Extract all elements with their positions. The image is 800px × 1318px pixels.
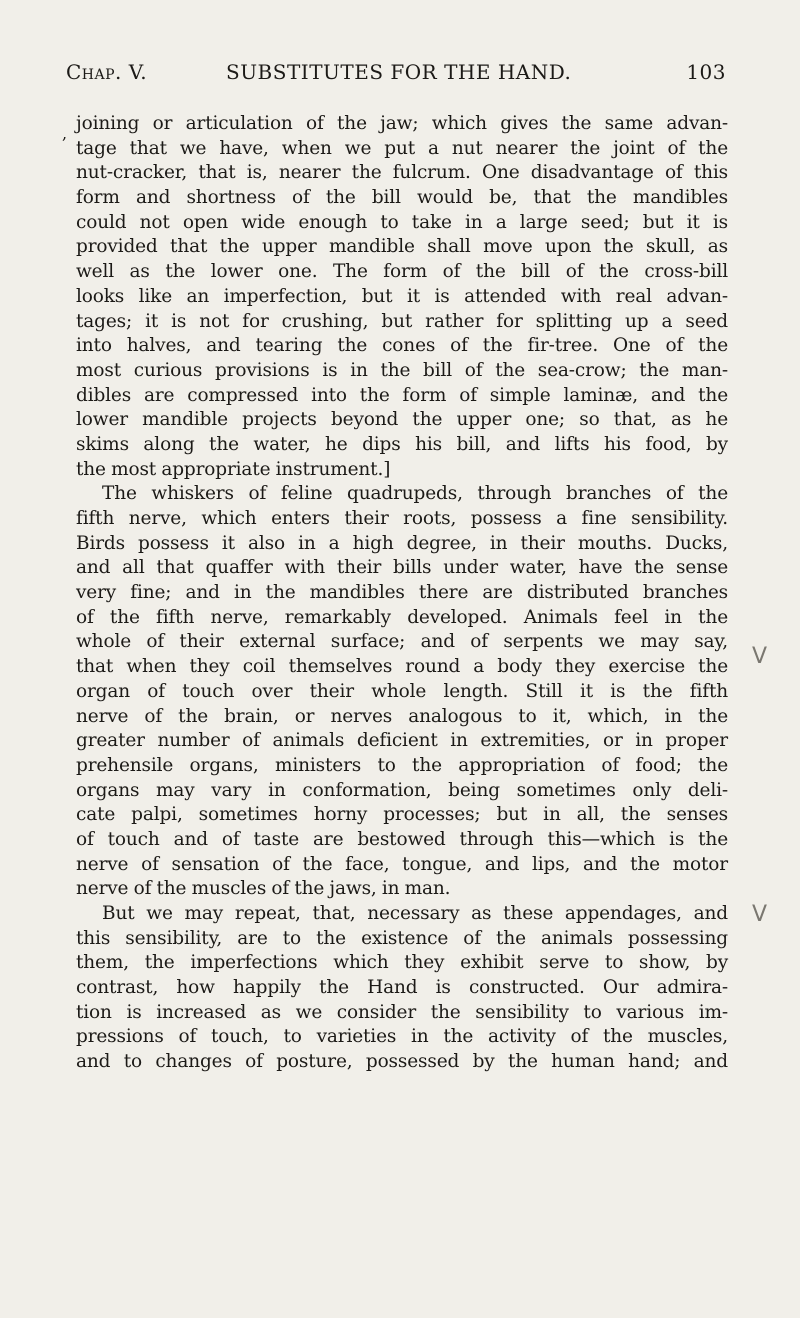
text-line: the most appropriate instrument.] <box>76 458 391 480</box>
text-line: of the fifth nerve, remarkably developed. Animals feel in the <box>76 606 728 628</box>
text-line: But we may repeat, that, necessary as these appendages, and <box>102 903 728 924</box>
text-line: could not open wide enough to take in a large seed; but it is <box>76 211 728 233</box>
text-line: pressions of touch, to varieties in the activity of the muscles, <box>76 1026 728 1048</box>
text-line: cate palpi, sometimes horny processes; but in all, the senses <box>76 804 728 826</box>
text-line: Birds possess it also in a high degree, in their mouths. Ducks, <box>76 532 728 554</box>
text-line: joining or articulation of the jaw; which gives the same advan- <box>76 113 728 134</box>
text-line: nerve of sensation of the face, tongue, and lips, and the motor <box>76 853 728 875</box>
text-line: into halves, and tearing the cones of the fir-tree. One of the <box>76 335 728 357</box>
text-line: most curious provisions is in the bill of the sea-crow; the man- <box>76 359 728 381</box>
text-line: form and shortness of the bill would be, that the mandibles <box>76 187 728 209</box>
text-line: well as the lower one. The form of the bill of the cross-bill <box>76 261 728 283</box>
text-line: nerve of the muscles of the jaws, in man. <box>76 878 451 900</box>
text-line: whole of their external surface; and of serpents we may say, <box>76 631 728 653</box>
text-line: The whiskers of feline quadrupeds, through branches of the <box>102 483 728 505</box>
body-text <box>76 112 728 1075</box>
text-line: provided that the upper mandible shall move upon the skull, as <box>76 236 728 258</box>
text-line: and to changes of posture, possessed by the human hand; and <box>76 1051 728 1073</box>
text-line: looks like an imperfection, but it is attended with real advan- <box>76 285 728 307</box>
text-line: of touch and of taste are bestowed through this—which is the <box>76 828 728 850</box>
text-line: organs may vary in conformation, being sometimes only deli- <box>76 779 728 801</box>
stray-mark: , <box>62 124 68 143</box>
text-line: very fine; and in the mandibles there are distributed branches <box>76 582 728 604</box>
margin-check-mark: V <box>752 902 768 927</box>
text-line: and all that quaffer with their bills under water, have the sense <box>76 557 728 579</box>
running-head <box>66 60 726 90</box>
text-line: contrast, how happily the Hand is constructed. Our admira- <box>76 977 728 999</box>
chapter-label: Chap. V. <box>66 60 148 84</box>
text-line: dibles are compressed into the form of simple laminæ, and the <box>76 384 728 406</box>
text-line: lower mandible projects beyond the upper one; so that, as he <box>76 409 728 431</box>
margin-check-mark: V <box>752 644 768 669</box>
page-number: 103 <box>686 60 726 84</box>
text-line: this sensibility, are to the existence of the animals possessing <box>76 927 728 949</box>
text-line: tages; it is not for crushing, but rather for splitting up a seed <box>76 310 728 332</box>
text-line: tion is increased as we consider the sensibility to various im- <box>76 1001 728 1023</box>
text-line: that when they coil themselves round a body they exercise the <box>76 656 728 678</box>
text-line: them, the imperfections which they exhibit serve to show, by <box>76 952 728 974</box>
text-line: tage that we have, when we put a nut nearer the joint of the <box>76 137 728 159</box>
text-line: greater number of animals deficient in extremities, or in proper <box>76 730 728 752</box>
running-title: SUBSTITUTES FOR THE HAND. <box>226 60 572 84</box>
text-line: skims along the water, he dips his bill, and lifts his food, by <box>76 433 728 455</box>
text-line: prehensile organs, ministers to the appropriation of food; the <box>76 754 728 776</box>
text-line: nut-cracker, that is, nearer the fulcrum. One disadvantage of this <box>76 162 728 184</box>
text-line: organ of touch over their whole length. Still it is the fifth <box>76 680 728 702</box>
text-line: nerve of the brain, or nerves analogous to it, which, in the <box>76 705 728 727</box>
text-line: fifth nerve, which enters their roots, possess a fine sensibility. <box>76 508 728 529</box>
